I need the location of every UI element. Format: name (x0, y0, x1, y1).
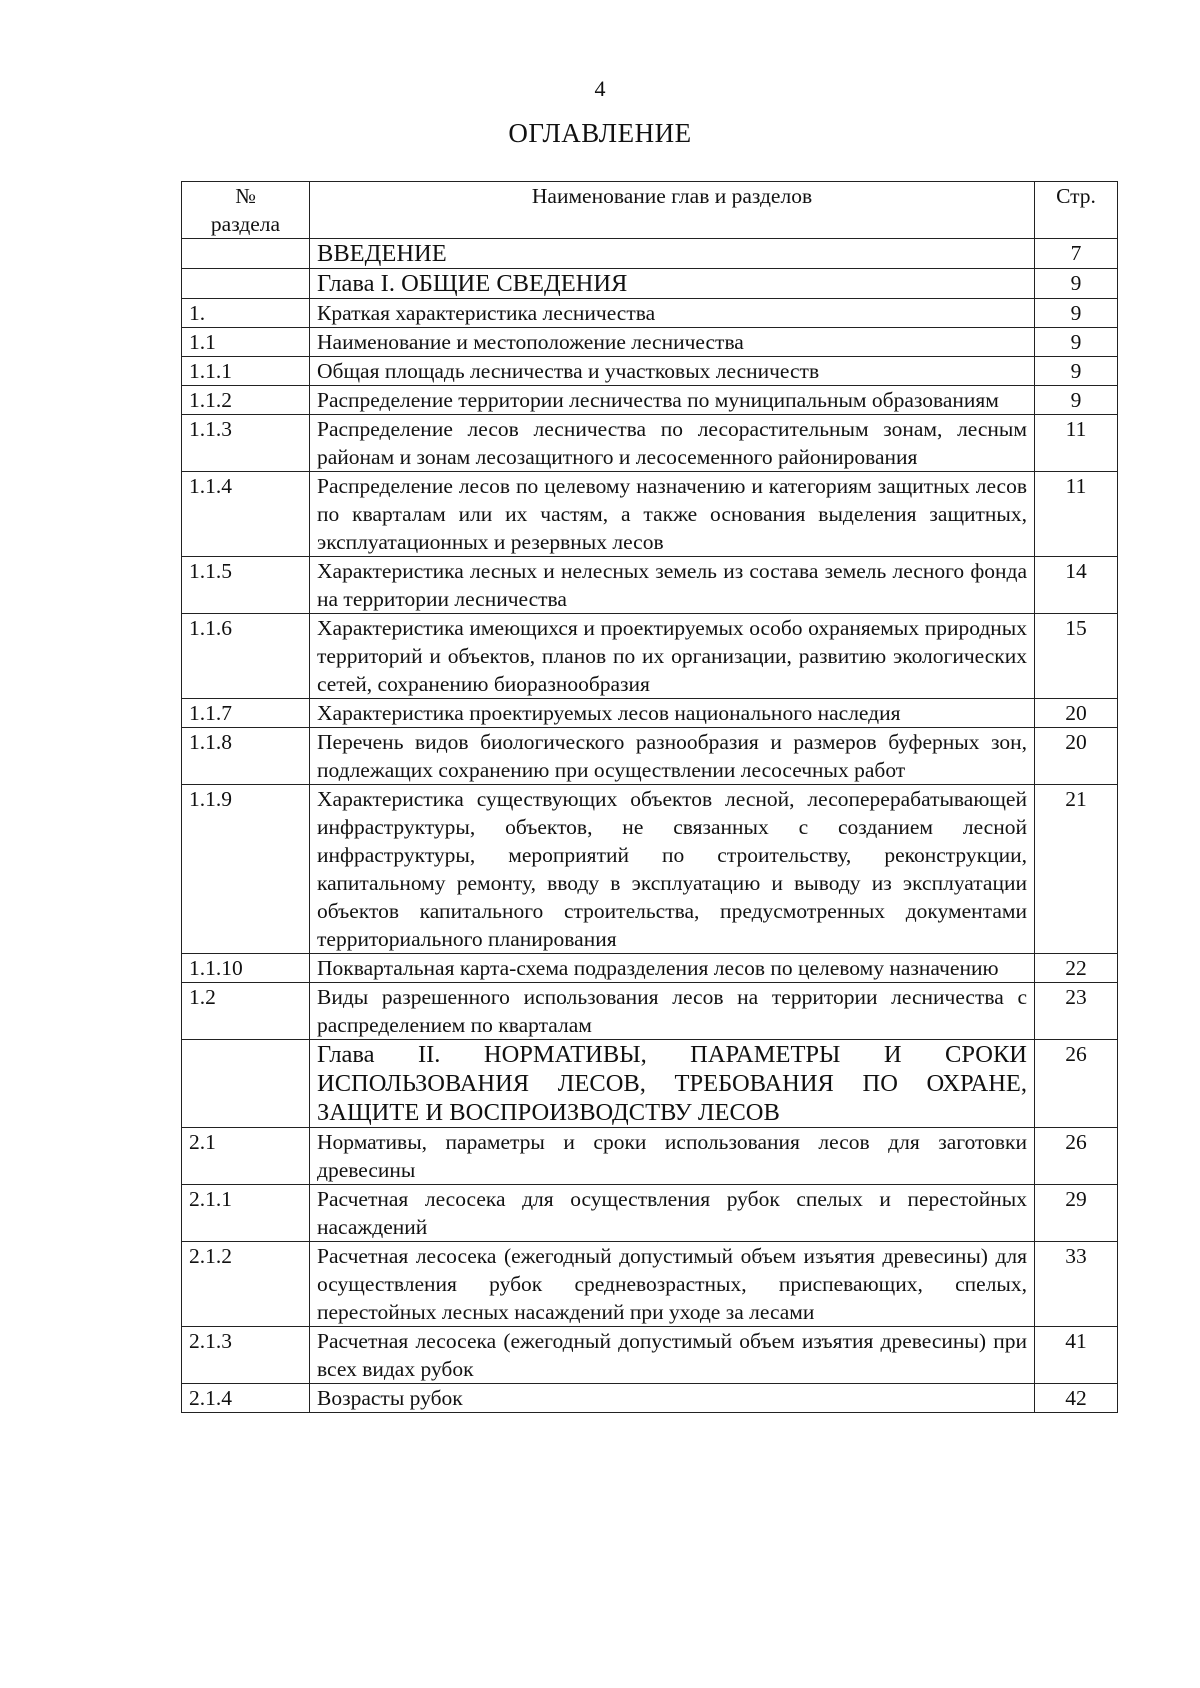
table-row (182, 699, 1118, 728)
section-number: 1.1.1 (182, 357, 310, 386)
section-title: Характеристика проектируемых лесов национального наследия (310, 699, 1035, 728)
table-row (182, 785, 1118, 954)
table-row (182, 1327, 1118, 1384)
section-number: 2.1.1 (182, 1185, 310, 1242)
table-row (182, 328, 1118, 357)
section-number (182, 269, 310, 299)
section-page: 26 (1035, 1040, 1118, 1128)
header-section-number (182, 182, 310, 239)
section-title: Глава I. ОБЩИЕ СВЕДЕНИЯ (310, 269, 1035, 299)
header-section-number-line2: раздела (210, 212, 281, 236)
table-row (182, 983, 1118, 1040)
section-title: Расчетная лесосека (ежегодный допустимый объем изъятия древесины) при всех видах рубок (310, 1327, 1035, 1384)
section-number (182, 1040, 310, 1128)
section-number (182, 239, 310, 269)
section-number: 2.1.3 (182, 1327, 310, 1384)
table-row (182, 1384, 1118, 1413)
table-row (182, 357, 1118, 386)
section-page: 9 (1035, 269, 1118, 299)
section-page: 20 (1035, 728, 1118, 785)
section-page: 15 (1035, 614, 1118, 699)
table-row (182, 614, 1118, 699)
table-row (182, 472, 1118, 557)
section-title: Краткая характеристика лесничества (310, 299, 1035, 328)
section-title: Возрасты рубок (310, 1384, 1035, 1413)
page-number: 4 (594, 76, 606, 101)
section-number: 1.1.6 (182, 614, 310, 699)
section-title: Характеристика существующих объектов лесной, лесоперерабатывающей инфраструктуры, объектов, не связанных с созданием лесной инфраструктуры, мероприятий по строительству, реконструкции, капитальному ремонту, вводу в эксплуатацию и выводу из эксплуатации объектов капитального строительства, предусмотренных документами территориального планирования (310, 785, 1035, 954)
section-page: 9 (1035, 357, 1118, 386)
section-number: 1.1.10 (182, 954, 310, 983)
section-title: ВВЕДЕНИЕ (310, 239, 1035, 269)
section-title: Глава II. НОРМАТИВЫ, ПАРАМЕТРЫ И СРОКИ ИСПОЛЬЗОВАНИЯ ЛЕСОВ, ТРЕБОВАНИЯ ПО ОХРАНЕ, ЗАЩИТЕ И ВОСПРОИЗВОДСТВУ ЛЕСОВ (310, 1040, 1035, 1128)
table-row (182, 557, 1118, 614)
table-header-row (182, 182, 1118, 239)
section-title: Расчетная лесосека (ежегодный допустимый объем изъятия древесины) для осуществления рубок средневозрастных, приспевающих, спелых, перестойных лесных насаждений при уходе за лесами (310, 1242, 1035, 1327)
table-body (182, 239, 1118, 1413)
section-page: 23 (1035, 983, 1118, 1040)
section-page: 9 (1035, 328, 1118, 357)
section-title: Распределение лесов по целевому назначению и категориям защитных лесов по кварталам или их частям, а также основания выделения защитных, эксплуатационных и резервных лесов (310, 472, 1035, 557)
table-row (182, 269, 1118, 299)
table-row (182, 415, 1118, 472)
section-number: 1.1.3 (182, 415, 310, 472)
section-number: 1.1.7 (182, 699, 310, 728)
section-number: 2.1.2 (182, 1242, 310, 1327)
section-page: 42 (1035, 1384, 1118, 1413)
section-page: 41 (1035, 1327, 1118, 1384)
section-page: 33 (1035, 1242, 1118, 1327)
section-page: 21 (1035, 785, 1118, 954)
table-row (182, 954, 1118, 983)
section-title: Наименование и местоположение лесничества (310, 328, 1035, 357)
section-page: 9 (1035, 386, 1118, 415)
table-of-contents (181, 181, 1118, 1413)
table-row (182, 239, 1118, 269)
section-number: 1.1.2 (182, 386, 310, 415)
table-row (182, 728, 1118, 785)
section-number: 1.1.5 (182, 557, 310, 614)
section-number: 1.1 (182, 328, 310, 357)
table-row (182, 1128, 1118, 1185)
section-number: 1.1.8 (182, 728, 310, 785)
section-title: Распределение лесов лесничества по лесорастительным зонам, лесным районам и зонам лесозащитного и лесосеменного районирования (310, 415, 1035, 472)
section-page: 22 (1035, 954, 1118, 983)
section-title: Расчетная лесосека для осуществления рубок спелых и перестойных насаждений (310, 1185, 1035, 1242)
section-page: 7 (1035, 239, 1118, 269)
page-title: ОГЛАВЛЕНИЕ (508, 118, 692, 148)
section-page: 9 (1035, 299, 1118, 328)
section-title: Общая площадь лесничества и участковых лесничеств (310, 357, 1035, 386)
section-page: 11 (1035, 472, 1118, 557)
header-section-name: Наименование глав и разделов (310, 182, 1035, 239)
section-number: 1. (182, 299, 310, 328)
section-number: 2.1.4 (182, 1384, 310, 1413)
section-title: Характеристика лесных и нелесных земель из состава земель лесного фонда на территории лесничества (310, 557, 1035, 614)
section-page: 29 (1035, 1185, 1118, 1242)
section-title: Характеристика имеющихся и проектируемых особо охраняемых природных территорий и объектов, планов по их организации, развитию экологических сетей, сохранению биоразнообразия (310, 614, 1035, 699)
table-row (182, 1185, 1118, 1242)
table-row (182, 299, 1118, 328)
table-row (182, 1040, 1118, 1128)
table-row (182, 1242, 1118, 1327)
table-row (182, 386, 1118, 415)
section-number: 1.2 (182, 983, 310, 1040)
section-page: 20 (1035, 699, 1118, 728)
section-title: Распределение территории лесничества по муниципальным образованиям (310, 386, 1035, 415)
section-page: 11 (1035, 415, 1118, 472)
section-title: Перечень видов биологического разнообразия и размеров буферных зон, подлежащих сохранению при осуществлении лесосечных работ (310, 728, 1035, 785)
section-title: Поквартальная карта-схема подразделения лесов по целевому назначению (310, 954, 1035, 983)
section-number: 2.1 (182, 1128, 310, 1185)
section-page: 14 (1035, 557, 1118, 614)
section-title: Виды разрешенного использования лесов на территории лесничества с распределением по кварталам (310, 983, 1035, 1040)
section-page: 26 (1035, 1128, 1118, 1185)
header-page: Стр. (1035, 182, 1118, 239)
section-number: 1.1.4 (182, 472, 310, 557)
section-number: 1.1.9 (182, 785, 310, 954)
header-section-number-line1: № (235, 184, 256, 208)
section-title: Нормативы, параметры и сроки использования лесов для заготовки древесины (310, 1128, 1035, 1185)
